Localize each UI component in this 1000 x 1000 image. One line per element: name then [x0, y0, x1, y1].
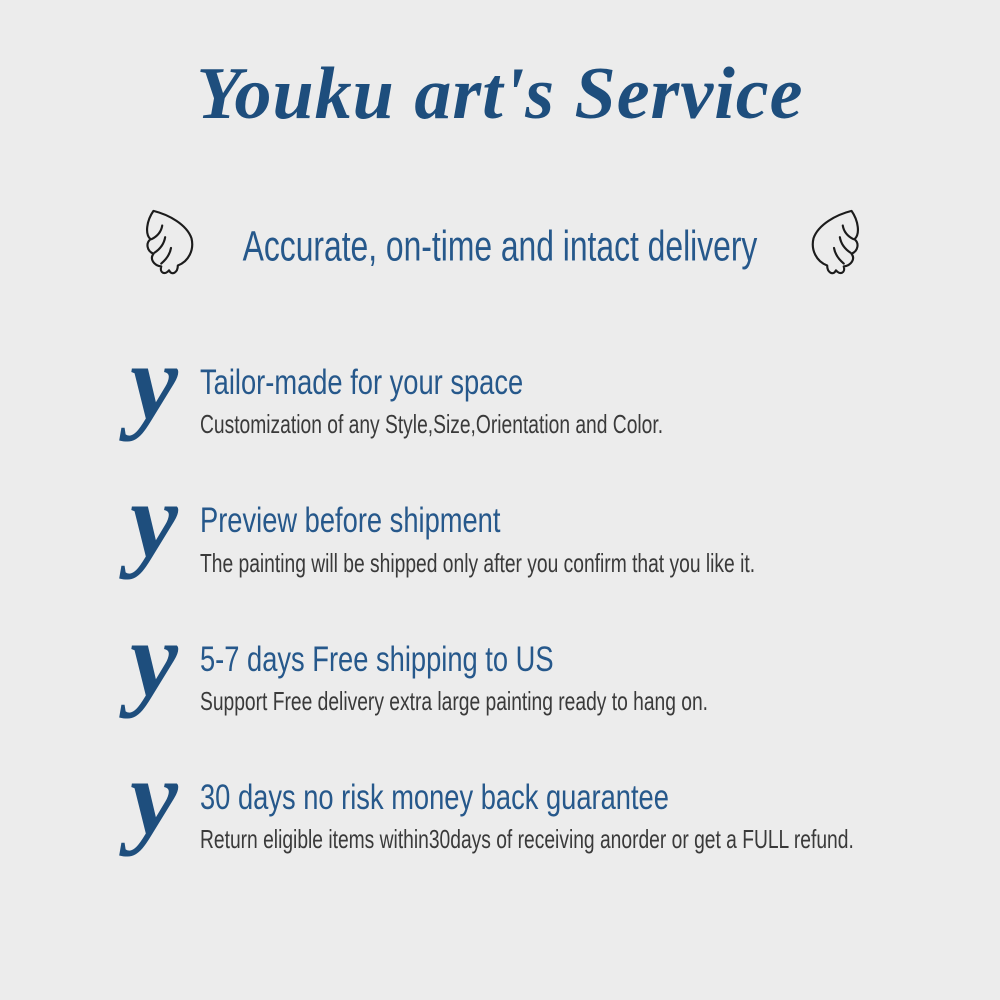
feature-heading: 5-7 days Free shipping to US: [200, 639, 554, 679]
feature-description: The painting will be shipped only after you confirm that you like it.: [200, 547, 756, 578]
script-y-bullet-icon: y: [130, 738, 178, 858]
script-y-bullet-icon: y: [130, 599, 178, 719]
page-title: Youku art's Service: [196, 53, 804, 135]
feature-heading: Tailor-made for your space: [200, 363, 524, 402]
feature-item-free-shipping: [130, 599, 940, 719]
feature-item-preview: [130, 461, 940, 581]
angel-wing-right-icon: [800, 207, 868, 283]
feature-description: Support Free delivery extra large painting ready to hang on.: [200, 685, 709, 716]
delivery-tagline: Accurate, on-time and intact delivery: [242, 222, 758, 271]
feature-item-tailor-made: [130, 323, 940, 442]
angel-wing-left-icon: [137, 207, 205, 283]
feature-item-money-back: [130, 738, 940, 858]
delivery-tagline-row: [0, 205, 1000, 289]
script-y-bullet-icon: y: [130, 461, 178, 581]
feature-list: [130, 323, 940, 858]
feature-description: Return eligible items within30days of receiving anorder or get a FULL refund.: [200, 824, 854, 855]
feature-heading: 30 days no risk money back guarantee: [200, 778, 669, 818]
feature-heading: Preview before shipment: [200, 501, 501, 541]
feature-description: Customization of any Style,Size,Orientation and Color.: [200, 409, 664, 440]
script-y-bullet-icon: y: [130, 323, 178, 442]
